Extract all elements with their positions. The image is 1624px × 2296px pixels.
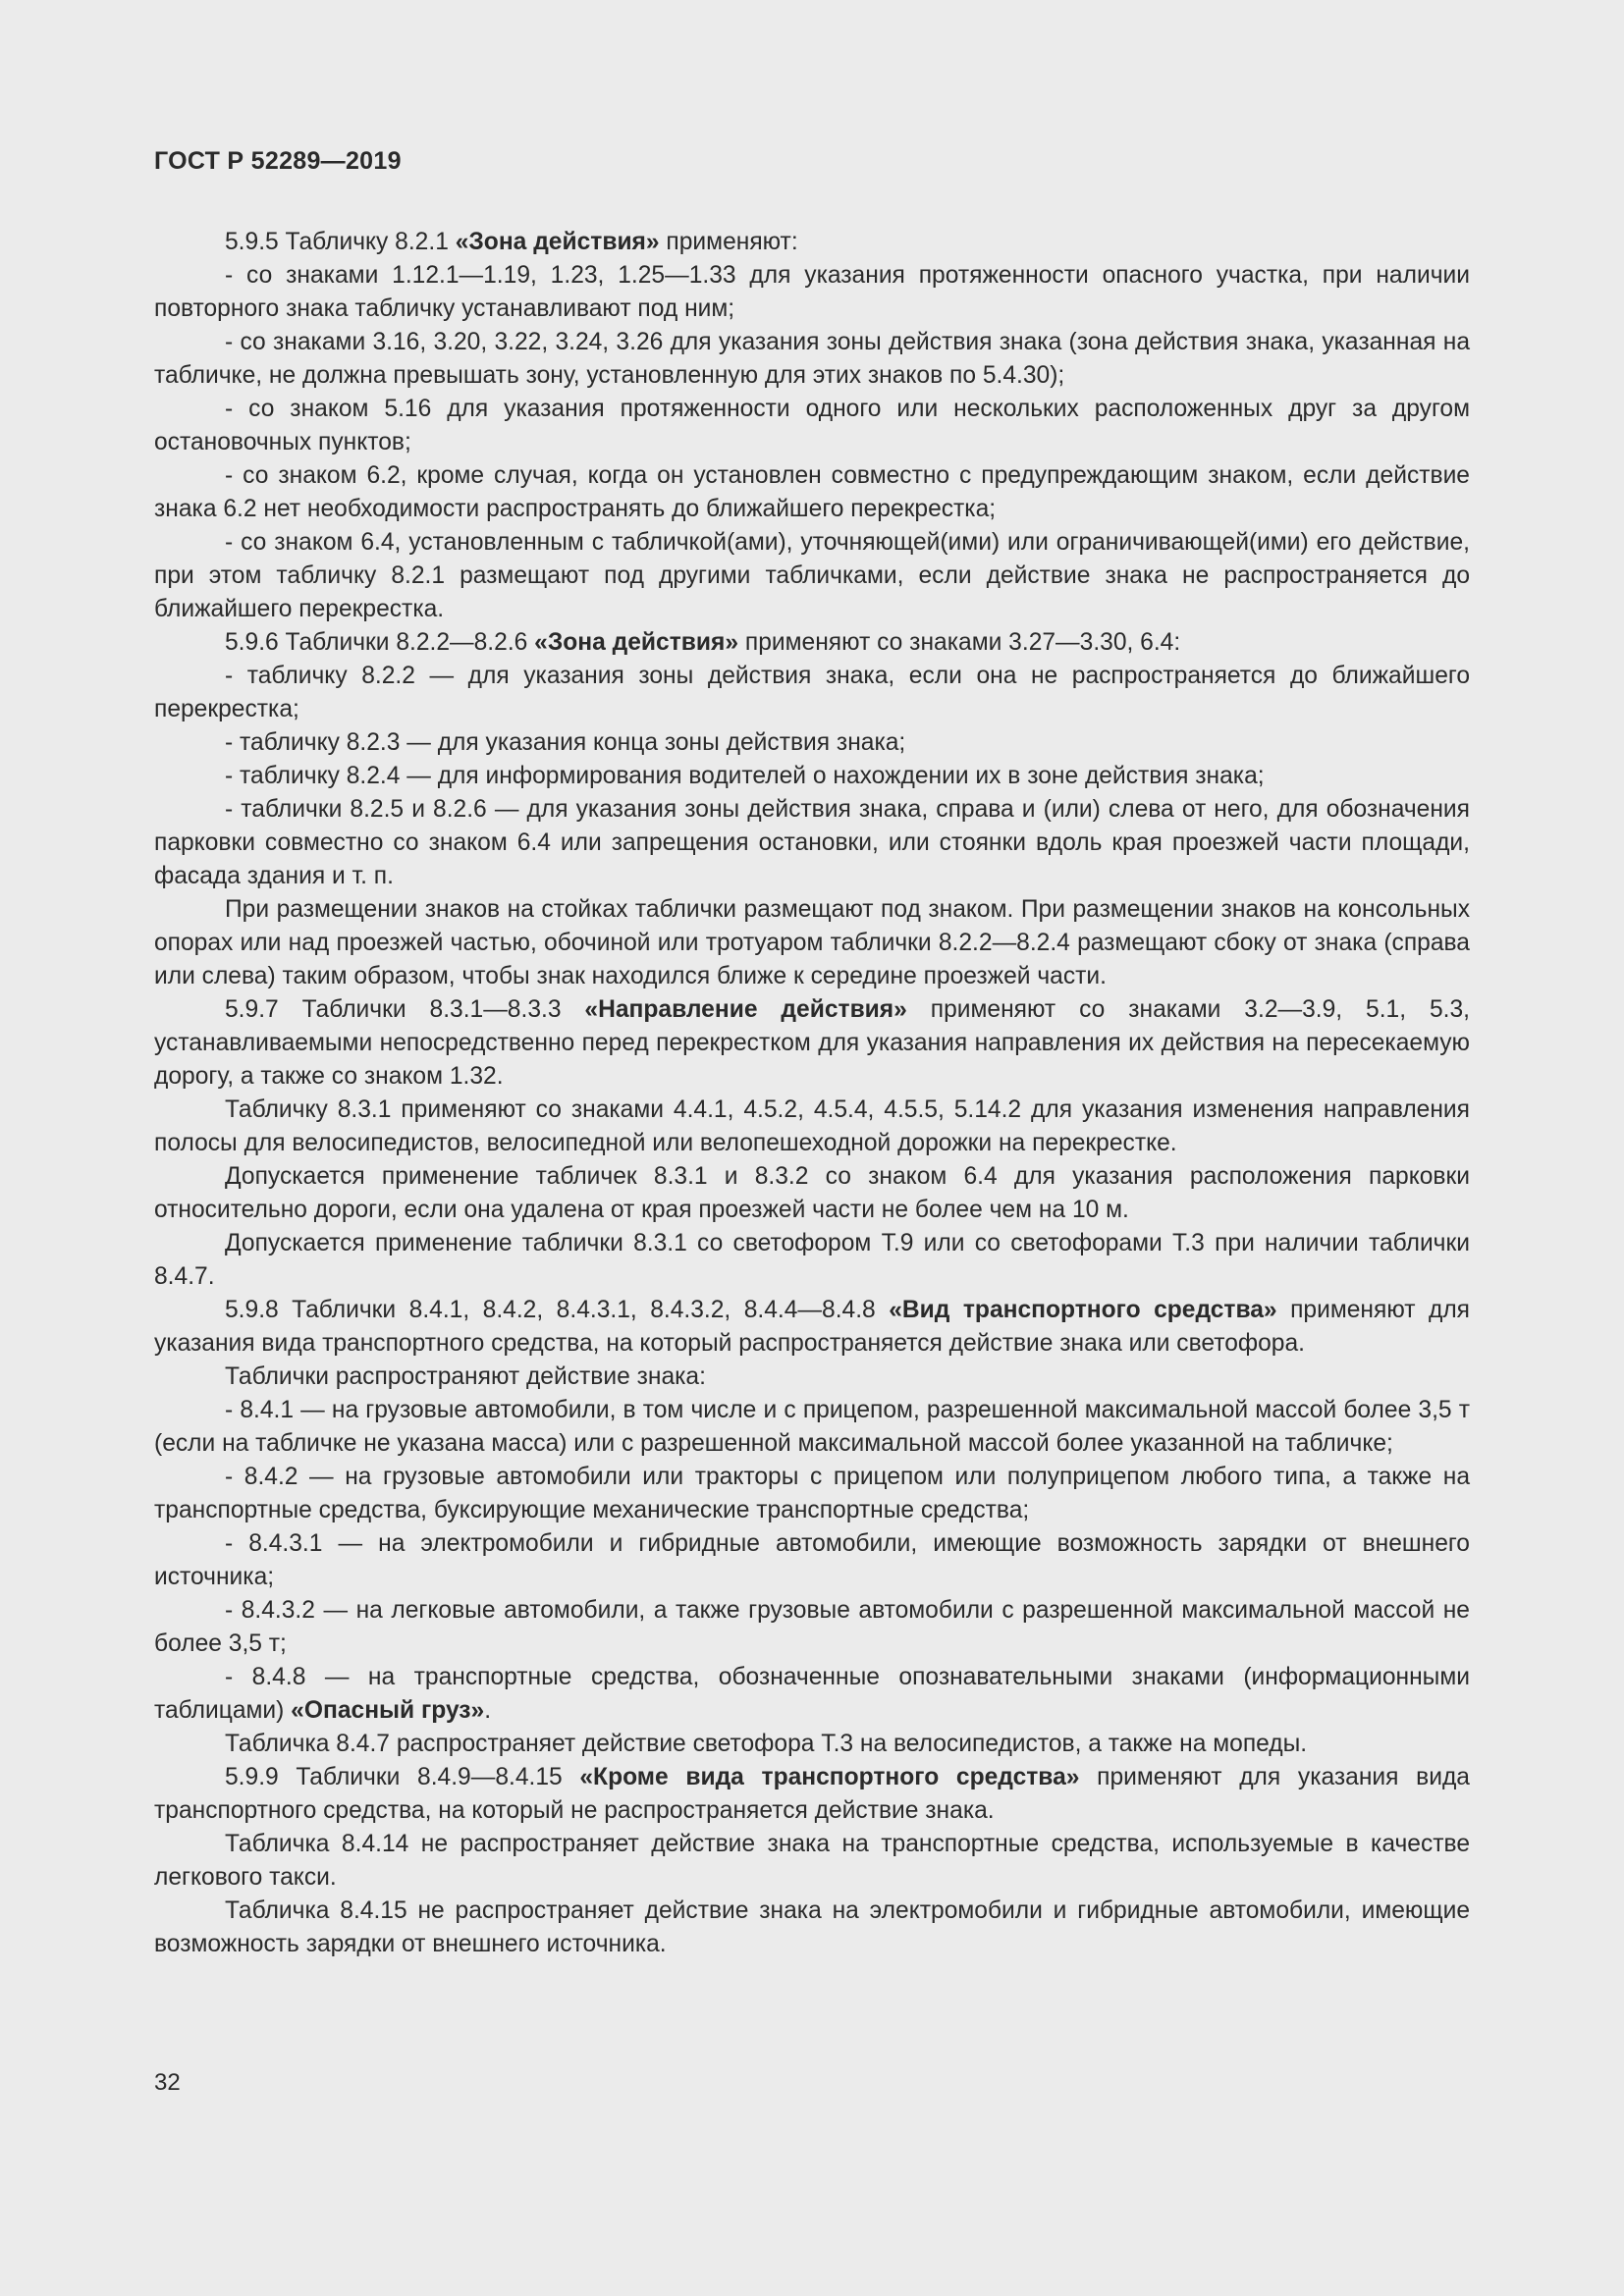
paragraph-text: Табличка 8.4.14 не распространяет действие знака на транспортные средства, используемые в качестве легкового такси.	[154, 1831, 1470, 1891]
paragraph-p19	[154, 1394, 1470, 1461]
paragraph-p07	[154, 626, 1470, 660]
paragraph-text: - со знаком 6.2, кроме случая, когда он установлен совместно с предупреждающим знаком, если действие знака 6.2 нет необходимости распространять до ближайшего перекрестка;	[154, 462, 1470, 522]
paragraph-text: - со знаками 1.12.1—1.19, 1.23, 1.25—1.33 для указания протяженности опасного участка, при наличии повторного знака табличку устанавливают под ним;	[154, 262, 1470, 322]
paragraph-p01	[154, 226, 1470, 259]
paragraph-text: применяют со знаками 3.27—3.30, 6.4:	[738, 629, 1181, 656]
paragraph-p22	[154, 1594, 1470, 1661]
bold-term: «Вид транспортного средства»	[889, 1297, 1277, 1323]
paragraph-p10	[154, 760, 1470, 793]
paragraph-text: применяют:	[659, 229, 798, 255]
paragraph-text: - таблички 8.2.5 и 8.2.6 — для указания зоны действия знака, справа и (или) слева от него, для обозначения парковки совместно со знаком 6.4 или запрещения остановки, или стоянки вдоль края проезжей части площади, фасада здания и т. п.	[154, 796, 1470, 889]
paragraph-text: 5.9.9 Таблички 8.4.9—8.4.15	[225, 1764, 580, 1790]
page-number: 32	[154, 2069, 181, 2096]
paragraph-text: - со знаком 6.4, установленным с табличкой(ами), уточняющей(ими) или ограничивающей(ими) его действие, при этом табличку 8.2.1 размещают под другими табличками, если действие знака не распространяется до ближайшего перекрестка.	[154, 529, 1470, 622]
paragraph-text: - табличку 8.2.2 — для указания зоны действия знака, если она не распространяется до ближайшего перекрестка;	[154, 663, 1470, 722]
paragraph-text: применяют со знаками 3.2—3.9, 5.1, 5.3, устанавливаемыми непосредственно перед перекрестком для указания направления их действия на пересекаемую дорогу, а также со знаком 1.32.	[154, 996, 1470, 1090]
paragraph-p06	[154, 526, 1470, 626]
paragraph-text: - со знаком 5.16 для указания протяженности одного или нескольких расположенных друг за другом остановочных пунктов;	[154, 396, 1470, 455]
bold-term: «Зона действия»	[455, 229, 660, 255]
document-header: ГОСТ Р 52289—2019	[154, 147, 402, 175]
paragraph-p02	[154, 259, 1470, 326]
paragraph-p11	[154, 793, 1470, 893]
paragraph-text: - 8.4.2 — на грузовые автомобили или тракторы с прицепом или полуприцепом любого типа, а также на транспортные средства, буксирующие механические транспортные средства;	[154, 1464, 1470, 1523]
paragraph-p04	[154, 393, 1470, 459]
paragraph-p05	[154, 459, 1470, 526]
document-body	[154, 226, 1470, 1961]
bold-term: «Направление действия»	[584, 996, 907, 1023]
paragraph-p03	[154, 326, 1470, 393]
paragraph-text: - 8.4.1 — на грузовые автомобили, в том числе и с прицепом, разрешенной максимальной массой более 3,5 т (если на табличке не указана масса) или с разрешенной максимальной массой более указанной на табличке;	[154, 1397, 1470, 1457]
paragraph-text: 5.9.5 Табличку 8.2.1	[225, 229, 456, 255]
paragraph-p23	[154, 1661, 1470, 1728]
paragraph-p14	[154, 1094, 1470, 1160]
paragraph-p20	[154, 1461, 1470, 1527]
paragraph-text: - со знаками 3.16, 3.20, 3.22, 3.24, 3.26 для указания зоны действия знака (зона действия знака, указанная на табличке, не должна превышать зону, установленную для этих знаков по 5.4.30);	[154, 329, 1470, 389]
bold-term: «Зона действия»	[534, 629, 739, 656]
paragraph-text: .	[484, 1697, 492, 1724]
paragraph-p17	[154, 1294, 1470, 1361]
paragraph-p25	[154, 1761, 1470, 1828]
bold-term: «Кроме вида транспортного средства»	[579, 1764, 1080, 1790]
paragraph-p09	[154, 726, 1470, 760]
paragraph-p18	[154, 1361, 1470, 1394]
paragraph-text: Допускается применение табличек 8.3.1 и 8.3.2 со знаком 6.4 для указания расположения парковки относительно дороги, если она удалена от края проезжей части не более чем на 10 м.	[154, 1163, 1470, 1223]
paragraph-p12	[154, 893, 1470, 993]
paragraph-text: 5.9.8 Таблички 8.4.1, 8.4.2, 8.4.3.1, 8.4.3.2, 8.4.4—8.4.8	[225, 1297, 890, 1323]
paragraph-text: При размещении знаков на стойках таблички размещают под знаком. При размещении знаков на консольных опорах или над проезжей частью, обочиной или тротуаром таблички 8.2.2—8.2.4 размещают сбоку от знака (справа или слева) таким образом, чтобы знак находился ближе к середине проезжей части.	[154, 896, 1470, 989]
paragraph-text: Табличка 8.4.7 распространяет действие светофора Т.3 на велосипедистов, а также на мопеды.	[225, 1731, 1308, 1757]
paragraph-p13	[154, 993, 1470, 1094]
paragraph-p27	[154, 1895, 1470, 1961]
paragraph-text: Таблички распространяют действие знака:	[225, 1363, 706, 1390]
paragraph-text: - табличку 8.2.4 — для информирования водителей о нахождении их в зоне действия знака;	[225, 763, 1265, 789]
paragraph-text: - 8.4.8 — на транспортные средства, обозначенные опознавательными знаками (информационными таблицами)	[154, 1664, 1470, 1724]
paragraph-text: применяют для указания вида транспортного средства, на который не распространяется действие знака.	[154, 1764, 1470, 1824]
paragraph-p08	[154, 660, 1470, 726]
paragraph-text: Допускается применение таблички 8.3.1 со светофором Т.9 или со светофорами Т.3 при наличии таблички 8.4.7.	[154, 1230, 1470, 1290]
paragraph-p26	[154, 1828, 1470, 1895]
paragraph-text: применяют для указания вида транспортного средства, на который распространяется действие знака или светофора.	[154, 1297, 1471, 1357]
paragraph-text: Табличку 8.3.1 применяют со знаками 4.4.1, 4.5.2, 4.5.4, 4.5.5, 5.14.2 для указания изменения направления полосы для велосипедистов, велосипедной или велопешеходной дорожки на перекрестке.	[154, 1096, 1470, 1156]
paragraph-text: - табличку 8.2.3 — для указания конца зоны действия знака;	[225, 729, 906, 756]
paragraph-text: 5.9.6 Таблички 8.2.2—8.2.6	[225, 629, 535, 656]
paragraph-p15	[154, 1160, 1470, 1227]
paragraph-p24	[154, 1728, 1470, 1761]
bold-term: «Опасный груз»	[291, 1697, 485, 1724]
paragraph-text: - 8.4.3.1 — на электромобили и гибридные автомобили, имеющие возможность зарядки от внешнего источника;	[154, 1530, 1470, 1590]
paragraph-text: 5.9.7 Таблички 8.3.1—8.3.3	[225, 996, 585, 1023]
paragraph-p16	[154, 1227, 1470, 1294]
paragraph-p21	[154, 1527, 1470, 1594]
paragraph-text: Табличка 8.4.15 не распространяет действие знака на электромобили и гибридные автомобили, имеющие возможность зарядки от внешнего источника.	[154, 1897, 1470, 1957]
paragraph-text: - 8.4.3.2 — на легковые автомобили, а также грузовые автомобили с разрешенной максимальной массой не более 3,5 т;	[154, 1597, 1470, 1657]
